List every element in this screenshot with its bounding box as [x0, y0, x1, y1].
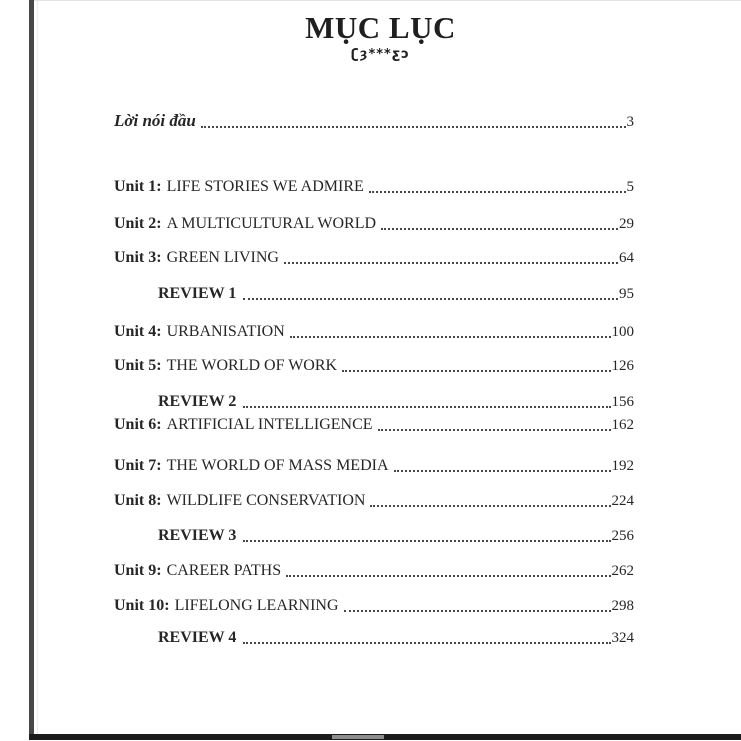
toc-entry-unit-2 [114, 212, 634, 233]
dot-leader [286, 575, 610, 577]
dot-leader [369, 191, 626, 193]
toc-entry-label: Lời nói đầu [114, 111, 196, 131]
toc-entry-review-1 [114, 282, 634, 303]
dot-leader [290, 336, 611, 338]
dot-leader [370, 505, 610, 507]
page-left-shadow [37, 0, 38, 735]
toc-entry-label: GREEN LIVING [166, 248, 279, 266]
toc-entry-page: 256 [611, 527, 634, 544]
toc-entry-label: THE WORLD OF WORK [166, 356, 338, 374]
toc-entry-label: THE WORLD OF MASS MEDIA [166, 456, 389, 474]
page-title: MỤC LỤC [305, 10, 456, 45]
toc-entry-page: 262 [611, 562, 634, 579]
dot-leader [344, 610, 611, 612]
toc-entry-unit-1 [114, 175, 634, 196]
toc-entry-page: 29 [619, 215, 634, 232]
dot-leader [342, 370, 610, 372]
toc-entry-number: Unit 9: [114, 561, 162, 579]
toc-entry-unit-8 [114, 489, 634, 510]
toc-entry-number: Unit 2: [114, 214, 162, 232]
toc-entry-unit-5 [114, 354, 634, 375]
toc-entry-label: WILDLIFE CONSERVATION [166, 491, 366, 509]
toc-entry-page: 324 [611, 629, 634, 646]
toc-entry-label: URBANISATION [166, 322, 285, 340]
dot-leader [378, 429, 611, 431]
ornament-divider: ʗȝ***ƹɔ [351, 46, 410, 62]
toc-entry-review-2 [114, 390, 634, 411]
toc-entry-label: ARTIFICIAL INTELLIGENCE [166, 415, 373, 433]
dot-leader [243, 642, 610, 644]
toc-entry-page: 3 [626, 113, 634, 130]
dot-leader [243, 298, 618, 300]
toc-entry-label: REVIEW 3 [158, 526, 237, 544]
toc-entry-review-3 [114, 524, 634, 545]
toc-entry-page: 95 [619, 285, 634, 302]
toc-entry-page: 192 [611, 457, 634, 474]
toc-entry-label: REVIEW 1 [158, 284, 237, 302]
toc-entry-unit-10 [114, 594, 634, 615]
toc-entry-number: Unit 6: [114, 415, 162, 433]
toc-entry-label: REVIEW 2 [158, 392, 237, 410]
toc-entry-unit-4 [114, 320, 634, 341]
table-of-contents [114, 0, 634, 741]
toc-entry-number: Unit 10: [114, 596, 170, 614]
dot-leader [243, 406, 610, 408]
toc-entry-page: 156 [611, 393, 634, 410]
dot-leader [394, 470, 611, 472]
toc-entry-number: Unit 7: [114, 456, 162, 474]
toc-entry-label: A MULTICULTURAL WORLD [166, 214, 377, 232]
toc-entry-number: Unit 3: [114, 248, 162, 266]
toc-entry-unit-7 [114, 454, 634, 475]
toc-entry-page: 5 [626, 178, 634, 195]
toc-entry-page: 298 [611, 597, 634, 614]
dot-leader [284, 262, 618, 264]
toc-entry-number: Unit 4: [114, 322, 162, 340]
toc-entry-number: Unit 5: [114, 356, 162, 374]
toc-entry-label: LIFE STORIES WE ADMIRE [166, 177, 364, 195]
toc-entry-label: REVIEW 4 [158, 628, 237, 646]
toc-entry-page: 224 [611, 492, 634, 509]
toc-entry-review-4 [114, 626, 634, 647]
toc-entry-label: LIFELONG LEARNING [174, 596, 339, 614]
toc-entry-unit-9 [114, 559, 634, 580]
toc-entry-page: 64 [619, 249, 634, 266]
toc-entry-page: 126 [611, 357, 634, 374]
toc-entry-page: 162 [611, 416, 634, 433]
toc-entry-foreword [114, 110, 634, 131]
toc-entry-page: 100 [611, 323, 634, 340]
toc-entry-unit-6 [114, 413, 634, 434]
toc-entry-label: CAREER PATHS [166, 561, 282, 579]
toc-entry-unit-3 [114, 246, 634, 267]
dot-leader [201, 126, 626, 128]
dot-leader [381, 228, 618, 230]
dot-leader [243, 540, 610, 542]
book-left-edge [29, 0, 34, 740]
toc-entry-number: Unit 1: [114, 177, 162, 195]
toc-entry-number: Unit 8: [114, 491, 162, 509]
